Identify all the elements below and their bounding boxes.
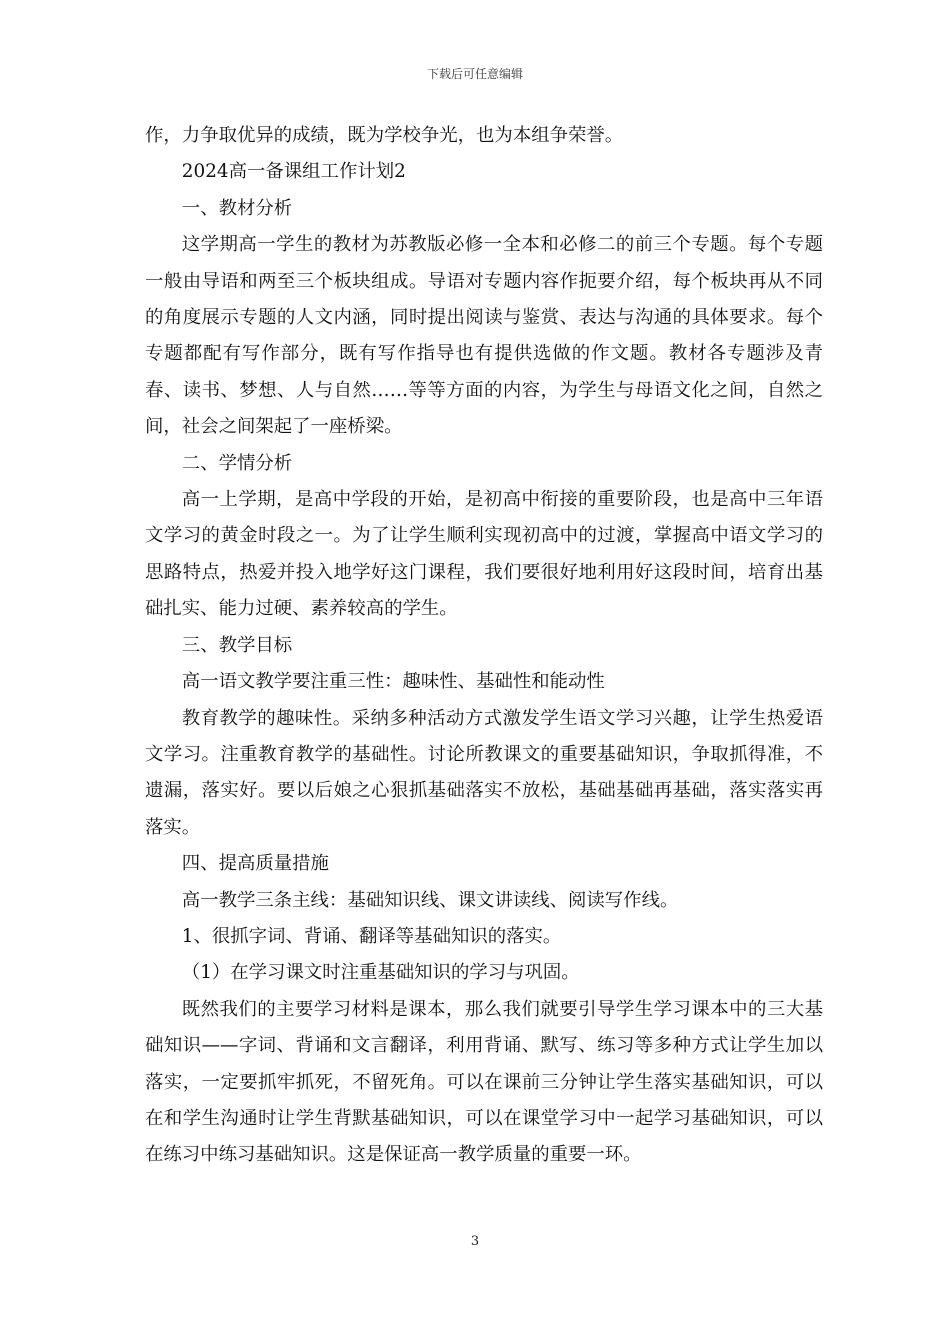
paragraph-three-main-lines: 高一教学三条主线：基础知识线、课文讲读线、阅读写作线。 [181, 889, 679, 911]
document-title: 2024高一备课组工作计划2 [181, 161, 406, 183]
list-subitem-1: （1）在学习课文时注重基础知识的学习与巩固。 [181, 962, 580, 984]
page-header: 下载后可任意编辑 [426, 67, 523, 81]
section-heading-textbook-analysis: 一、教材分析 [181, 197, 293, 219]
section-heading-student-analysis: 二、学情分析 [181, 452, 293, 474]
document-body [145, 118, 823, 1174]
section-heading-quality-measures: 四、提高质量措施 [181, 853, 329, 875]
paragraph-continuation: 作，力争取优异的成绩，既为学校争光，也为本组争荣誉。 [145, 125, 624, 146]
paragraph-student-analysis: 高一上学期，是高中学段的开始，是初高中衔接的重要阶段，也是高中三年语文学习的黄金时段之一。为了让学生顺利实现初高中的过渡，掌握高中语文学习的思路特点，热爱并投入地学好这门课程，我们要很好地利用好这段时间，培育出基础扎实、能力过硬、素养较高的学生。 [145, 489, 823, 620]
paragraph-basic-knowledge: 既然我们的主要学习材料是课本，那么我们就要引导学生学习课本中的三大基础知识——字词、背诵和文言翻译，利用背诵、默写、练习等多种方式让学生加以落实，一定要抓牢抓死，不留死角。可以在课前三分钟让学生落实基础知识，可以在和学生沟通时让学生背默基础知识，可以在课堂学习中一起学习基础知识，可以在练习中练习基础知识。这是保证高一教学质量的重要一环。 [145, 998, 823, 1166]
paragraph-three-qualities: 高一语文教学要注重三性：趣味性、基础性和能动性 [181, 671, 605, 693]
paragraph-teaching-interest: 教育教学的趣味性。采纳多种活动方式激发学生语文学习兴趣，让学生热爱语文学习。注重教育教学的基础性。讨论所教课文的重要基础知识，争取抓得准，不遗漏，落实好。要以后娘之心狠抓基础落实不放松，基础基础再基础，落实落实再落实。 [145, 707, 823, 838]
section-heading-teaching-goals: 三、教学目标 [181, 634, 293, 656]
paragraph-textbook-analysis: 这学期高一学生的教材为苏教版必修一全本和必修二的前三个专题。每个专题一般由导语和两至三个板块组成。导语对专题内容作扼要介绍，每个板块再从不同的角度展示专题的人文内涵，同时提出阅读与鉴赏、表达与沟通的具体要求。每个专题都配有写作部分，既有写作指导也有提供选做的作文题。教材各专题涉及青春、读书、梦想、人与自然……等等方面的内容，为学生与母语文化之间，自然之间，社会之间架起了一座桥梁。 [145, 234, 823, 438]
list-item-1: 1、很抓字词、背诵、翻译等基础知识的落实。 [181, 925, 562, 947]
page-number: 3 [470, 1234, 480, 1249]
